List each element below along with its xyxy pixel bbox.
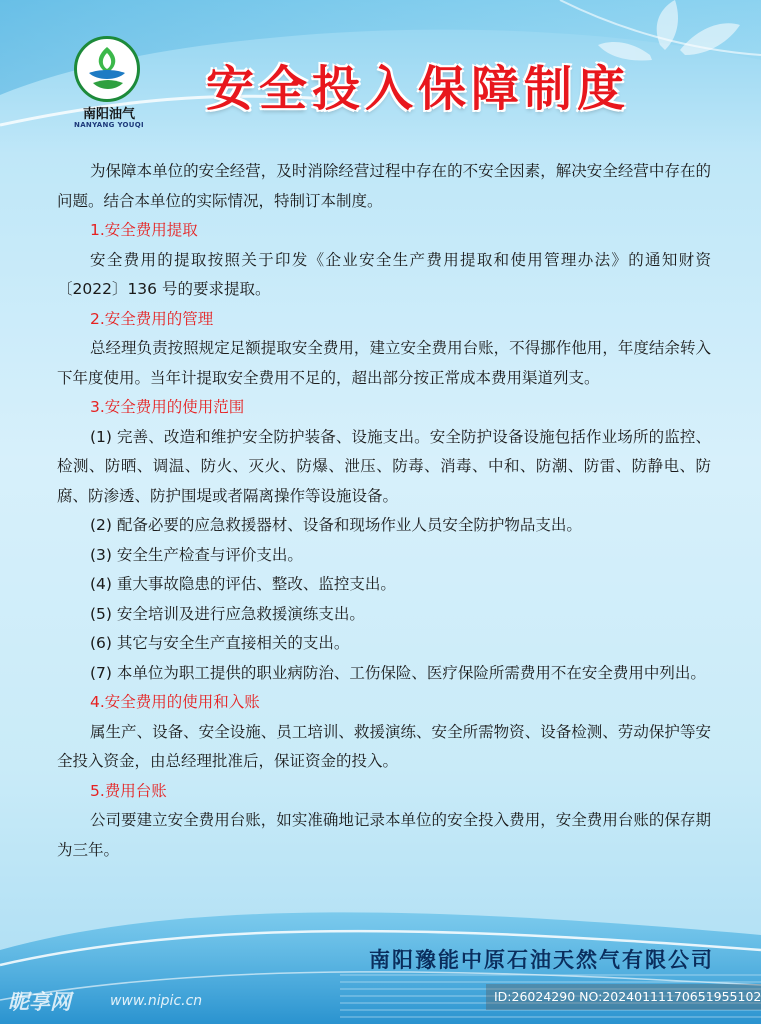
section-3-item-1: (1) 完善、改造和维护安全防护装备、设施支出。安全防护设备设施包括作业场所的监控、检测、防晒、调温、防火、灭火、防爆、泄压、防毒、消毒、中和、防潮、防雷、防静电、防腐、防渗透、防护围堤或者隔离操作等设施设备。 xyxy=(57,427,711,505)
page-title: 安全投入保障制度 xyxy=(206,61,631,117)
company-logo xyxy=(72,36,146,129)
section-2-heading: 2.安全费用的管理 xyxy=(90,309,214,328)
watermark-brand: 昵享网 xyxy=(8,990,71,1014)
section-3-item-5: (5) 安全培训及进行应急救援演练支出。 xyxy=(90,604,365,623)
section-5-heading: 5.费用台账 xyxy=(90,781,167,800)
section-1-heading: 1.安全费用提取 xyxy=(90,221,198,239)
section-3-item-2: (2) 配备必要的应急救援器材、设备和现场作业人员安全防护物品支出。 xyxy=(90,516,582,534)
watermark-id-bar xyxy=(486,984,761,1010)
flame-icon xyxy=(77,39,137,99)
logo-emblem xyxy=(74,36,140,102)
watermark-url: www.nipic.cn xyxy=(110,993,203,1009)
section-4-paragraph: 属生产、设备、安全设施、员工培训、救援演练、安全所需物资、设备检测、劳动保护等安全投入资金，由总经理批准后，保证资金的投入。 xyxy=(57,722,711,770)
logo-name-en: NANYANG YOUQI xyxy=(74,121,144,129)
section-3-item-4: (4) 重大事故隐患的评估、整改、监控支出。 xyxy=(90,575,396,593)
logo-name-cn: 南阳油气 xyxy=(82,107,135,122)
section-3-item-6: (6) 其它与安全生产直接相关的支出。 xyxy=(90,634,350,652)
section-3-item-3: (3) 安全生产检查与评价支出。 xyxy=(90,545,303,564)
watermark-id-text: ID:26024290 NO:20240111170651955102 xyxy=(494,989,761,1004)
policy-body xyxy=(57,157,711,865)
section-1-paragraph: 安全费用的提取按照关于印发《企业安全生产费用提取和使用管理办法》的通知财资〔2022〕136 号的要求提取。 xyxy=(57,250,711,298)
section-4-heading: 4.安全费用的使用和入账 xyxy=(90,693,260,711)
section-5-paragraph: 公司要建立安全费用台账，如实准确地记录本单位的安全投入费用，安全费用台账的保存期为三年。 xyxy=(57,811,711,859)
section-2-paragraph: 总经理负责按照规定足额提取安全费用，建立安全费用台账，不得挪作他用，年度结余转入下年度使用。当年计提取安全费用不足的，超出部分按正常成本费用渠道列支。 xyxy=(57,339,711,387)
section-3-item-7: (7) 本单位为职工提供的职业病防治、工伤保险、医疗保险所需费用不在安全费用中列出。 xyxy=(90,663,706,682)
section-3-heading: 3.安全费用的使用范围 xyxy=(90,398,245,416)
intro-paragraph: 为保障本单位的安全经营，及时消除经营过程中存在的不安全因素，解决安全经营中存在的问题。结合本单位的实际情况，特制订本制度。 xyxy=(57,162,711,210)
company-name: 南阳豫能中原石油天然气有限公司 xyxy=(369,948,714,972)
